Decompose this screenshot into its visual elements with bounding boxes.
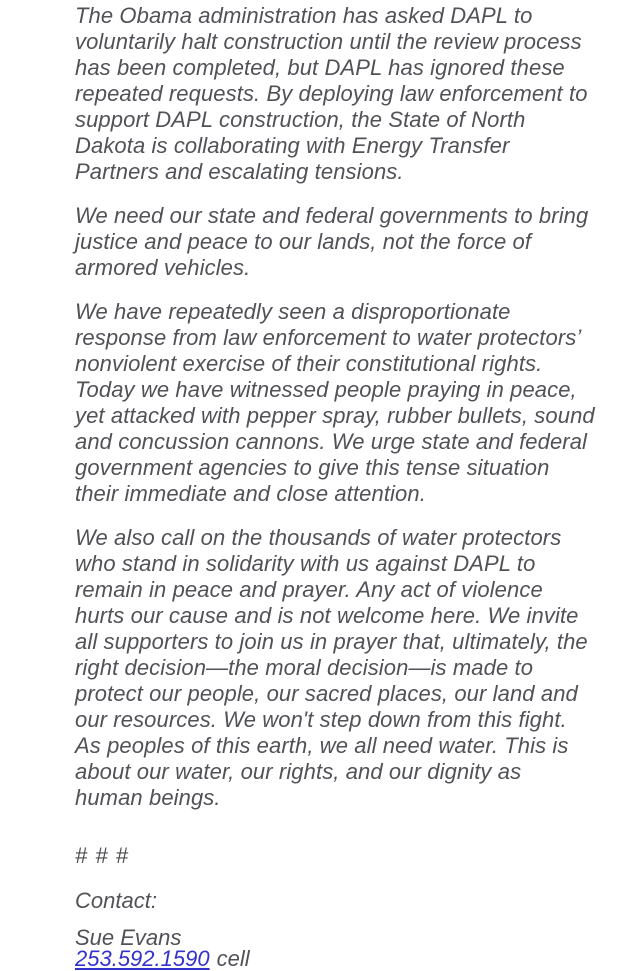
text-line: repeated requests. By deploying law enforcement to (75, 81, 588, 106)
phone-note: cell (216, 946, 250, 971)
text-line: Today we have witnessed people praying in peace, (75, 377, 577, 402)
text-line: nonviolent exercise of their constitutional rights. (75, 351, 543, 376)
text-line: their immediate and close attention. (75, 481, 426, 506)
text-line: about our water, our rights, and our dignity as (75, 759, 522, 784)
contact-signature (75, 927, 626, 969)
text-line: and concussion cannons. We urge state and federal (75, 429, 588, 454)
text-line: response from law enforcement to water protectors’ (75, 325, 582, 350)
text-line: armored vehicles. (75, 255, 251, 280)
paragraph-call-to-water-protectors (75, 525, 626, 811)
press-release-end-marker: # # # (75, 843, 129, 868)
text-line: The Obama administration has asked DAPL to (75, 3, 533, 28)
paragraph-obama-administration (75, 3, 626, 185)
text-line: human beings. (75, 785, 221, 810)
contact-name: Sue Evans (75, 925, 182, 950)
text-line: yet attacked with pepper spray, rubber bullets, sound (75, 403, 595, 428)
text-line: We also call on the thousands of water protectors (75, 525, 562, 550)
text-line: hurts our cause and is not welcome here. We invite (75, 603, 579, 628)
text-line: Dakota is collaborating with Energy Transfer (75, 133, 510, 158)
paragraph-disproportionate-response (75, 299, 626, 507)
phone-link[interactable]: 253.592.1590 (75, 946, 210, 971)
text-line: Partners and escalating tensions. (75, 159, 404, 184)
text-line: government agencies to give this tense situation (75, 455, 550, 480)
contact-phone-line (75, 948, 626, 969)
contact-label: Contact: (75, 888, 157, 913)
text-line: who stand in solidarity with us against DAPL to (75, 551, 536, 576)
text-line: our resources. We won't step down from this fight. (75, 707, 567, 732)
text-line: all supporters to join us in prayer that, ultimately, the (75, 629, 588, 654)
text-line: right decision—the moral decision—is made to (75, 655, 534, 680)
text-line: remain in peace and prayer. Any act of violence (75, 577, 543, 602)
text-line: voluntarily halt construction until the review process (75, 29, 582, 54)
paragraph-state-federal-governments (75, 203, 626, 281)
text-line: has been completed, but DAPL has ignored these (75, 55, 565, 80)
text-line: protect our people, our sacred places, our land and (75, 681, 578, 706)
text-line: justice and peace to our lands, not the force of (75, 229, 532, 254)
text-line: We have repeatedly seen a disproportionate (75, 299, 511, 324)
text-line: support DAPL construction, the State of North (75, 107, 526, 132)
text-line: We need our state and federal governments to bring (75, 203, 589, 228)
text-line: As peoples of this earth, we all need water. This is (75, 733, 569, 758)
